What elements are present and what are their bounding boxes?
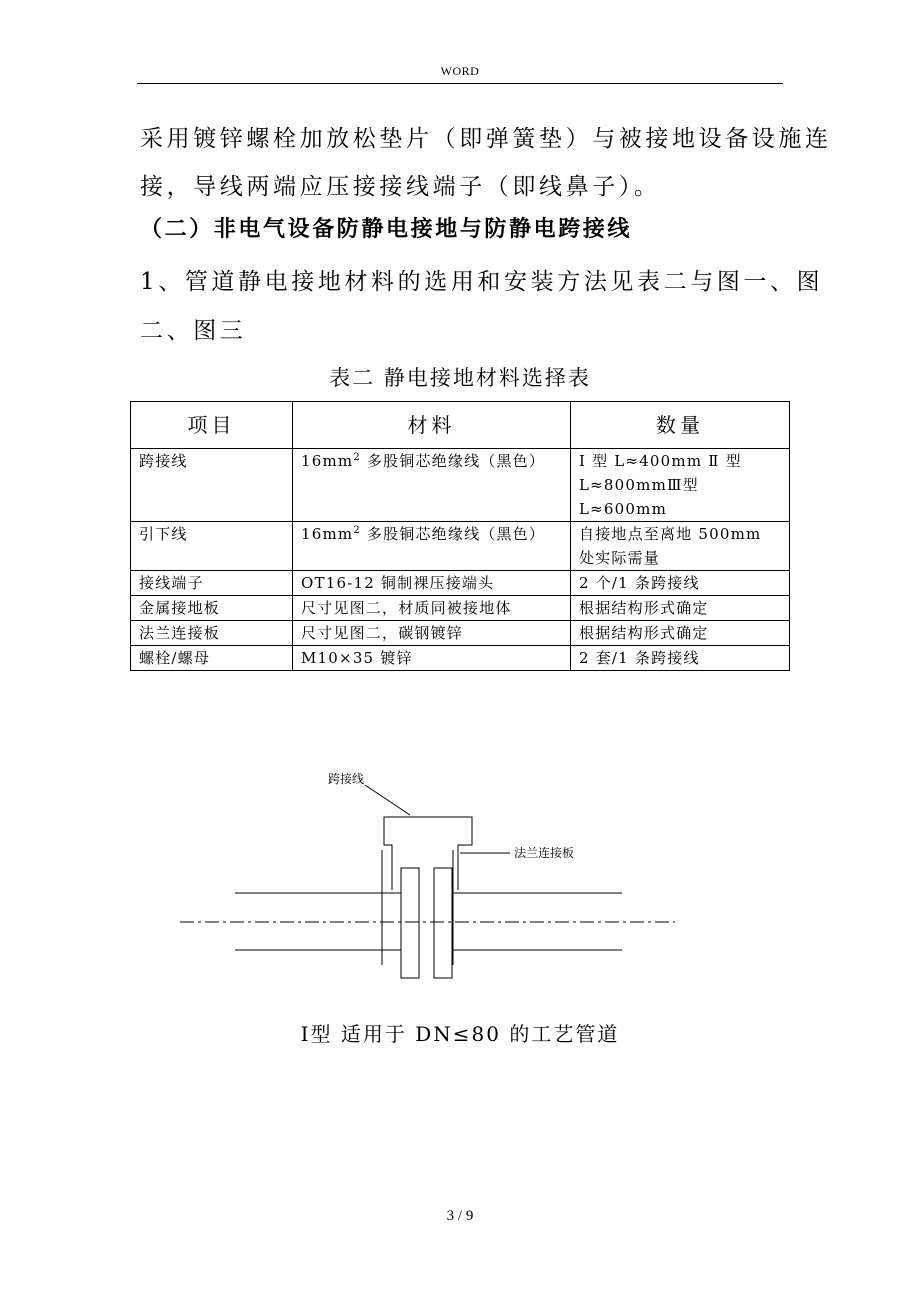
body-line-1: 采用镀锌螺栓加放松垫片（即弹簧垫）与被接地设备设施连 bbox=[140, 126, 832, 152]
label-flange: 法兰连接板 bbox=[514, 846, 575, 860]
label-jumper: 跨接线 bbox=[328, 772, 365, 786]
section-heading: （二）非电气设备防静电接地与防静电跨接线 bbox=[140, 216, 633, 242]
body-line-2: 接，导线两端应压接接线端子（即线鼻子）。 bbox=[140, 174, 661, 200]
table-header-row bbox=[131, 402, 790, 449]
cell-material: $16mm^2$ 多股铜芯绝缘线（黑色） bbox=[293, 522, 571, 571]
materials-table bbox=[130, 401, 790, 671]
table-row bbox=[131, 646, 790, 671]
table-row bbox=[131, 449, 790, 522]
jumper-diagram bbox=[170, 760, 690, 990]
cell-item: 接线端子 bbox=[131, 571, 293, 596]
cell-item: 法兰连接板 bbox=[131, 621, 293, 646]
cell-material: M10×35 镀锌 bbox=[293, 646, 571, 671]
table-row bbox=[131, 522, 790, 571]
cell-item: 引下线 bbox=[131, 522, 293, 571]
table-row bbox=[131, 596, 790, 621]
body-line-3: 1、管道静电接地材料的选用和安装方法见表二与图一、图 bbox=[140, 269, 824, 295]
table-row bbox=[131, 621, 790, 646]
col-header-material: 材料 bbox=[293, 402, 571, 449]
leader-jumper bbox=[365, 785, 410, 815]
flange-left bbox=[401, 868, 419, 978]
cell-qty: 根据结构形式确定 bbox=[571, 621, 790, 646]
table-title: 表二 静电接地材料选择表 bbox=[329, 366, 591, 390]
body-line-4: 二、图三 bbox=[140, 318, 247, 344]
figure-caption: Ⅰ型 适用于 DN≤80 的工艺管道 bbox=[300, 1022, 620, 1046]
jumper-wire bbox=[384, 817, 472, 890]
cell-qty: 2 个/1 条跨接线 bbox=[571, 571, 790, 596]
cell-qty: 自接地点至离地 500mm 处实际需量 bbox=[571, 522, 790, 571]
table-row bbox=[131, 571, 790, 596]
cell-item: 跨接线 bbox=[131, 449, 293, 522]
cell-item: 螺栓/螺母 bbox=[131, 646, 293, 671]
page-header: WORD bbox=[440, 64, 480, 78]
flange-right bbox=[434, 868, 452, 978]
cell-material: 尺寸见图二，材质同被接地体 bbox=[293, 596, 571, 621]
cell-qty: Ⅰ 型 L≈400mm Ⅱ 型 L≈800mmⅢ型 L≈600mm bbox=[571, 449, 790, 522]
cell-qty: 2 套/1 条跨接线 bbox=[571, 646, 790, 671]
cell-material: $16mm^2$ 多股铜芯绝缘线（黑色） bbox=[293, 449, 571, 522]
header-rule bbox=[137, 83, 783, 84]
cell-material: OT16-12 铜制裸压接端头 bbox=[293, 571, 571, 596]
cell-item: 金属接地板 bbox=[131, 596, 293, 621]
page-number: 3 / 9 bbox=[446, 1208, 474, 1224]
col-header-item: 项目 bbox=[131, 402, 293, 449]
cell-material: 尺寸见图二，碳钢镀锌 bbox=[293, 621, 571, 646]
cell-qty: 根据结构形式确定 bbox=[571, 596, 790, 621]
col-header-qty: 数量 bbox=[571, 402, 790, 449]
